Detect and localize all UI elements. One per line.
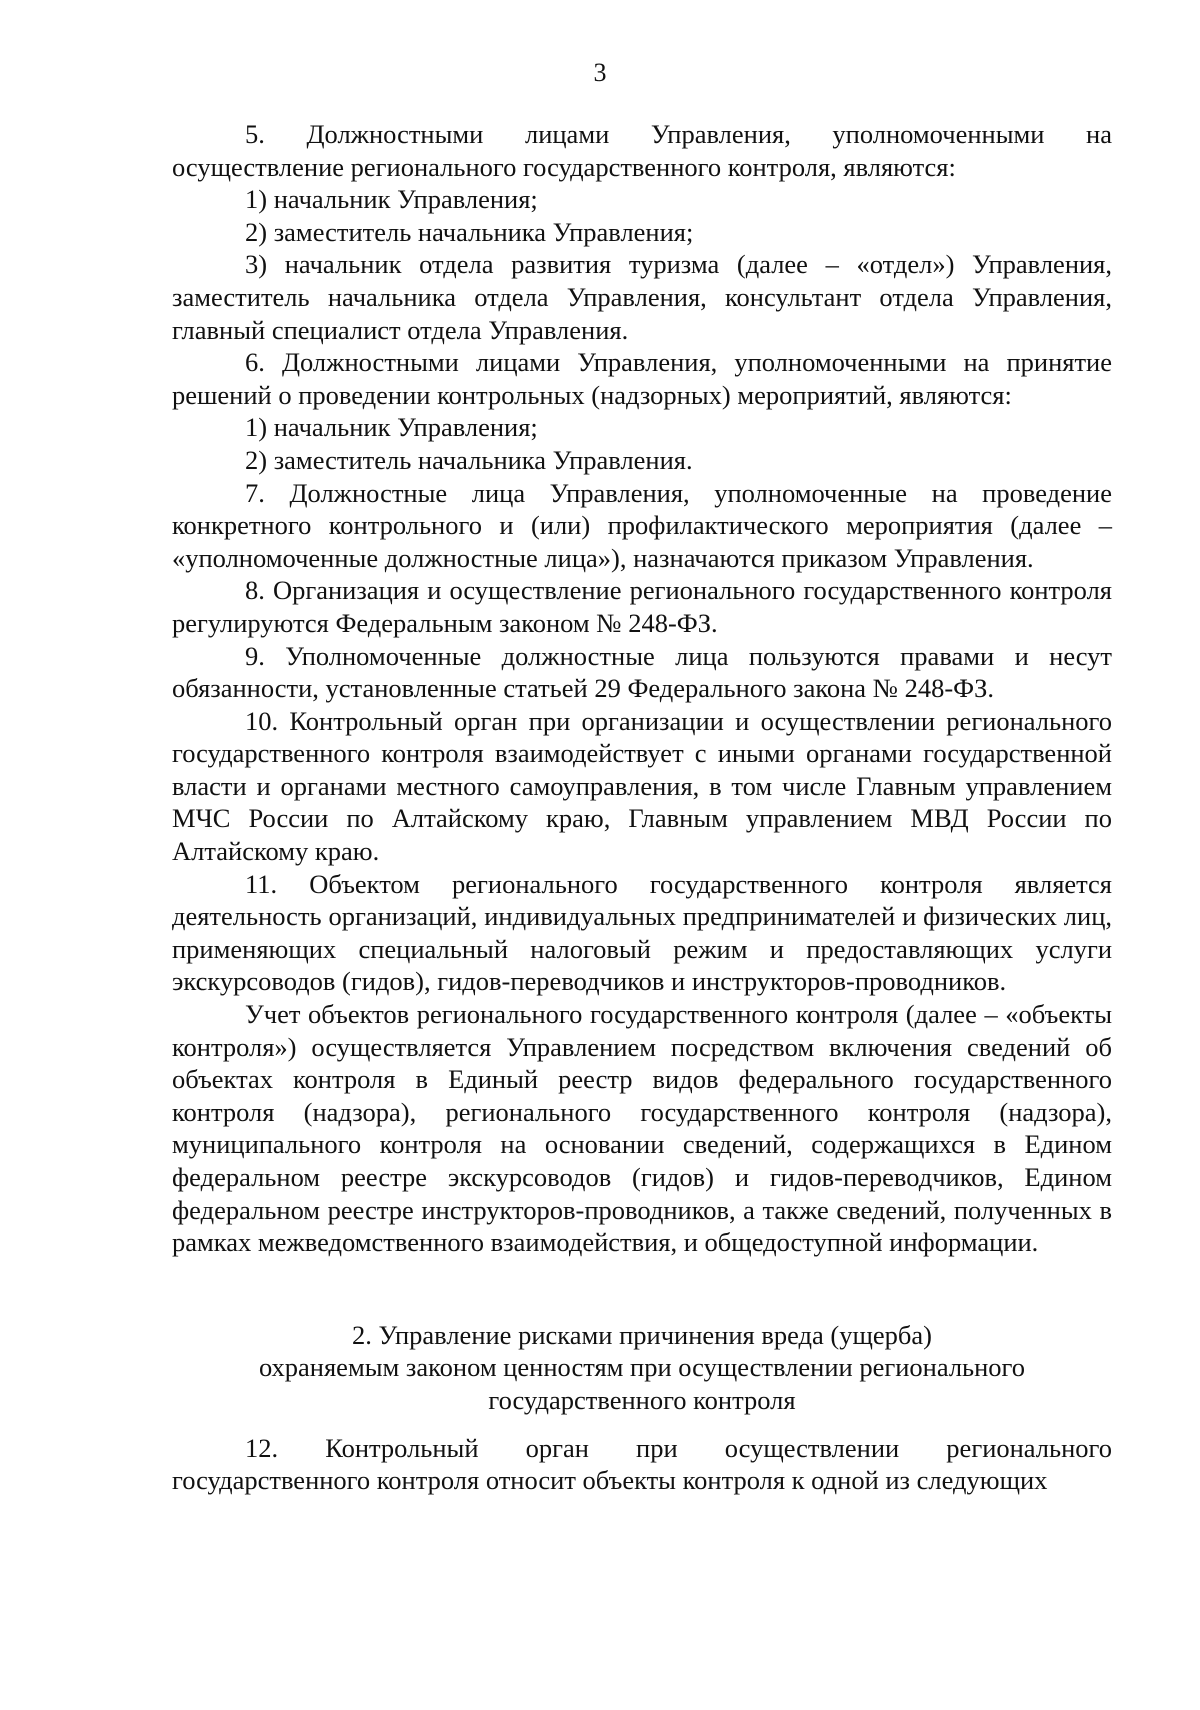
section-title-line: охраняемым законом ценностям при осуществлении регионального [258, 1352, 1026, 1383]
list-item: 1) начальник Управления; [245, 412, 538, 443]
paragraph-accounting: Учет объектов регионального государственного контроля (далее – «объекты контроля») осуществляется Управлением посредством включения сведений об объектах контроля в Единый реестр видов федерального государственного контроля (надзора), регионального государственного контроля (надзора), муниципального контроля на основании сведений, содержащихся в Едином федеральном реестре экскурсоводов (гидов) и гидов-переводчиков, Едином федеральном реестре инструкторов-проводников, а также сведений, полученных в рамках межведомственного взаимодействия, и общедоступной информации. [172, 999, 1112, 1258]
paragraph-item-12: 12. Контрольный орган при осуществлении регионального государственного контроля относит объекты контроля к одной из следующих [172, 1432, 1112, 1496]
paragraph-item-8: 8. Организация и осуществление регионального государственного контроля регулируются Федеральным законом № 248-ФЗ. [172, 575, 1112, 638]
document-body [172, 118, 1112, 1497]
paragraph-item-9: 9. Уполномоченные должностные лица пользуются правами и несут обязанности, установленные статьей 29 Федерального закона № 248-ФЗ. [172, 640, 1112, 704]
list-item: 3) начальник отдела развития туризма (далее – «отдел») Управления, заместитель начальника отдела Управления, консультант отдела Управления, главный специалист отдела Управления. [172, 249, 1112, 345]
paragraph-item-11: 11. Объектом регионального государственного контроля является деятельность организаций, индивидуальных предпринимателей и физических лиц, применяющих специальный налоговый режим и предоставляющих услуги экскурсоводов (гидов), гидов-переводчиков и инструкторов-проводников. [172, 868, 1112, 997]
list-item: 1) начальник Управления; [245, 184, 538, 215]
paragraph-item-10: 10. Контрольный орган при организации и осуществлении регионального государственного контроля взаимодействует с иными органами государственной власти и органами местного самоуправления, в том числе Главным управлением МЧС России по Алтайскому краю, Главным управлением МВД России по Алтайскому краю. [172, 705, 1112, 867]
section-title-line: государственного контроля [488, 1384, 796, 1415]
list-item: 2) заместитель начальника Управления; [245, 216, 694, 247]
paragraph-item-5: 5. Должностными лицами Управления, уполномоченными на осуществление регионального государственного контроля, являются: [172, 119, 1112, 182]
section-title-line: 2. Управление рисками причинения вреда (ущерба) [352, 1319, 932, 1350]
paragraph-item-6: 6. Должностными лицами Управления, уполномоченными на принятие решений о проведении контрольных (надзорных) мероприятий, являются: [172, 347, 1112, 410]
page-number: 3 [593, 58, 607, 87]
list-item: 2) заместитель начальника Управления. [245, 444, 693, 475]
paragraph-item-7: 7. Должностные лица Управления, уполномоченные на проведение конкретного контрольного и (или) профилактического мероприятия (далее – «уполномоченные должностные лица»), назначаются приказом Управления. [172, 477, 1112, 573]
section-title [172, 1319, 1112, 1417]
